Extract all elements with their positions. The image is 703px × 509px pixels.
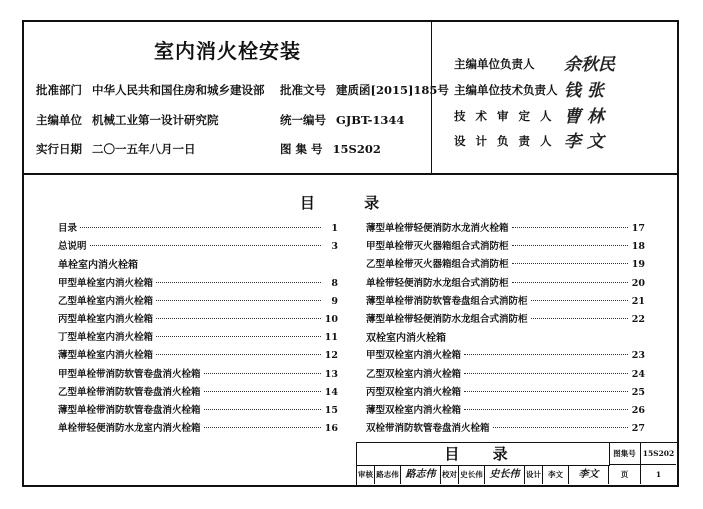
title-block-title: 目 录 <box>357 443 610 466</box>
title-block-atlas-value: 15S202 <box>641 443 676 465</box>
toc-entry-page: 18 <box>631 241 645 253</box>
toc-entry-page: 23 <box>631 350 645 362</box>
toc-entry <box>58 384 338 402</box>
toc-entry-page: 12 <box>324 350 338 362</box>
toc-entry <box>366 366 645 384</box>
toc-entry-title: 单栓室内消火栓箱 <box>58 260 138 272</box>
toc-entry-title: 薄型单栓带消防软管卷盘组合式消防柜 <box>366 295 528 307</box>
check-name: 史长伟 <box>459 465 485 484</box>
impl-date-value: 二〇一五年八月一日 <box>92 142 196 156</box>
toc-leader-dots <box>204 409 321 410</box>
toc-entry-page: 21 <box>631 295 645 307</box>
check-signature: 史长伟 <box>485 465 525 484</box>
toc-entry-page: 19 <box>631 259 645 271</box>
resp-chief-unit-role: 主编单位负责人 <box>454 57 535 71</box>
approval-dept-value: 中华人民共和国住房和城乡建设部 <box>92 83 265 97</box>
toc-entry-page: 22 <box>631 313 645 325</box>
toc-leader-dots <box>156 354 321 355</box>
toc-entry-title: 总说明 <box>58 241 87 253</box>
toc-entry-title: 薄型双栓室内消火栓箱 <box>366 404 462 416</box>
resp-review-signature: 曹 林 <box>564 107 604 127</box>
header <box>24 22 677 175</box>
impl-date-label: 实行日期 <box>36 142 82 156</box>
toc-entry-title: 薄型单栓室内消火栓箱 <box>58 350 154 362</box>
page-label: 页 <box>609 465 641 484</box>
toc-entry <box>366 238 645 256</box>
review-name: 路志伟 <box>375 465 401 484</box>
toc-title: 目 录 <box>299 194 402 212</box>
toc-leader-dots <box>204 391 321 392</box>
atlas-no-value: 15S202 <box>332 142 381 156</box>
toc-entry-page: 3 <box>331 241 338 253</box>
toc-entry <box>58 366 338 384</box>
toc-leader-dots <box>512 245 628 246</box>
toc-left-column <box>58 220 338 438</box>
toc-entry-title: 甲型单栓带消防软管卷盘消火栓箱 <box>58 368 201 380</box>
toc-entry-title: 双栓带消防软管卷盘消火栓箱 <box>366 423 490 435</box>
toc-leader-dots <box>156 336 321 337</box>
chief-unit-label: 主编单位 <box>36 113 82 127</box>
toc-entry-page: 14 <box>324 386 338 398</box>
approval-doc-label: 批准文号 <box>280 83 326 97</box>
toc-entry-title: 甲型单栓室内消火栓箱 <box>58 277 154 289</box>
toc-entry-page: 8 <box>331 277 338 289</box>
toc-entry <box>58 329 338 347</box>
toc-entry <box>366 402 645 420</box>
toc-entry <box>58 238 338 256</box>
toc-leader-dots <box>156 300 321 301</box>
toc-entry-page: 17 <box>631 223 645 234</box>
toc-entry-title: 丙型双栓室内消火栓箱 <box>366 386 462 398</box>
toc-entry-page: 13 <box>324 368 338 380</box>
toc-leader-dots <box>531 318 628 319</box>
toc-entry <box>366 384 645 402</box>
toc-entry <box>366 293 645 311</box>
unified-no <box>280 112 404 128</box>
toc-leader-dots <box>493 427 628 428</box>
toc-entry <box>58 220 338 238</box>
toc-entry-title: 薄型单栓带轻便消防水龙消火栓箱 <box>366 223 509 234</box>
toc-entry <box>366 311 645 329</box>
toc-entry-page: 15 <box>324 404 338 416</box>
review-signature: 路志伟 <box>401 465 441 484</box>
toc-leader-dots <box>156 282 321 283</box>
toc-leader-dots <box>156 318 321 319</box>
toc-entry-title: 甲型双栓室内消火栓箱 <box>366 350 462 362</box>
toc-entry <box>366 347 645 365</box>
page-title: 室内消火栓安装 <box>154 39 301 63</box>
toc-section-heading <box>58 256 338 274</box>
toc-entry-page: 25 <box>631 386 645 398</box>
toc-entry <box>58 420 338 438</box>
drawing-frame <box>22 20 679 487</box>
toc-entry-page: 9 <box>331 295 338 307</box>
chief-unit <box>36 112 219 128</box>
page-number: 1 <box>655 470 662 479</box>
toc-leader-dots <box>531 300 628 301</box>
design-name: 李文 <box>543 465 569 484</box>
toc-entry-title: 乙型单栓带消防软管卷盘消火栓箱 <box>58 386 201 398</box>
check-label: 校对 <box>441 465 459 484</box>
toc-entry-title: 单栓带轻便消防水龙室内消火栓箱 <box>58 423 201 435</box>
toc-entry-page: 26 <box>631 404 645 416</box>
toc-leader-dots <box>204 427 321 428</box>
toc-entry-title: 双栓室内消火栓箱 <box>366 333 446 345</box>
toc-leader-dots <box>512 227 628 228</box>
design-label: 设计 <box>525 465 543 484</box>
title-block <box>356 442 678 486</box>
toc-entry <box>366 256 645 274</box>
toc-leader-dots <box>90 245 321 246</box>
toc-entry <box>58 293 338 311</box>
review-label: 审核 <box>357 465 375 484</box>
approval-doc-value: 建质函[2015]185号 <box>336 83 449 97</box>
toc-entry <box>366 420 645 438</box>
toc-leader-dots <box>204 373 321 374</box>
toc-entry <box>366 275 645 293</box>
toc-leader-dots <box>464 354 628 355</box>
approval-dept <box>36 82 265 98</box>
toc-entry <box>58 311 338 329</box>
approval-doc <box>280 82 449 98</box>
toc-section-heading <box>366 329 645 347</box>
toc-entry-title: 丙型单栓室内消火栓箱 <box>58 313 154 325</box>
unified-no-label: 统一编号 <box>280 113 326 127</box>
toc-entry <box>366 220 645 238</box>
toc-entry <box>58 275 338 293</box>
toc-entry-page: 10 <box>324 313 338 325</box>
unified-no-value: GJBT-1344 <box>336 113 405 127</box>
toc-entry-title: 乙型单栓室内消火栓箱 <box>58 295 154 307</box>
toc-leader-dots <box>464 373 628 374</box>
toc-entry-title: 薄型单栓带轻便消防水龙组合式消防柜 <box>366 313 528 325</box>
toc-entry-title: 目录 <box>58 223 78 234</box>
header-info <box>24 22 449 173</box>
toc-leader-dots <box>512 282 628 283</box>
toc-entry-page: 16 <box>324 423 338 435</box>
design-signature: 李文 <box>569 465 609 484</box>
resp-design-signature: 李 文 <box>564 132 604 152</box>
toc-leader-dots <box>512 263 628 264</box>
toc-entry-title: 单栓带轻便消防水龙组合式消防柜 <box>366 277 509 289</box>
toc-leader-dots <box>464 409 628 410</box>
toc-entry-page: 20 <box>631 277 645 289</box>
atlas-no <box>280 141 381 157</box>
toc-entry-page: 11 <box>324 332 338 344</box>
toc-entry-title: 甲型单栓带灭火器箱组合式消防柜 <box>366 241 509 253</box>
toc-entry-page: 27 <box>631 423 645 435</box>
approval-dept-label: 批准部门 <box>36 83 82 97</box>
toc-entry <box>58 402 338 420</box>
toc-entry-title: 乙型单栓带灭火器箱组合式消防柜 <box>366 259 509 271</box>
resp-design-role: 设 计 负 责 人 <box>454 134 555 148</box>
resp-chief-unit-signature: 余秋民 <box>564 55 615 75</box>
resp-review-role: 技 术 审 定 人 <box>454 109 555 123</box>
atlas-no-label: 图 集 号 <box>280 142 323 156</box>
impl-date <box>36 141 196 157</box>
toc-entry-title: 薄型单栓带消防软管卷盘消火栓箱 <box>58 404 201 416</box>
toc-entry-title: 乙型双栓室内消火栓箱 <box>366 368 462 380</box>
toc-right-column <box>366 220 645 438</box>
toc-entry <box>58 347 338 365</box>
toc-entry-title: 丁型单栓室内消火栓箱 <box>58 332 154 344</box>
chief-unit-value: 机械工业第一设计研究院 <box>92 113 219 127</box>
toc-leader-dots <box>464 391 628 392</box>
toc-entry-page: 24 <box>631 368 645 380</box>
resp-tech-role: 主编单位技术负责人 <box>454 83 558 97</box>
toc-leader-dots <box>80 227 321 228</box>
resp-tech-signature: 钱 张 <box>564 81 604 101</box>
title-block-atlas-label: 图集号 <box>609 443 641 465</box>
toc-entry-page: 1 <box>331 223 338 234</box>
